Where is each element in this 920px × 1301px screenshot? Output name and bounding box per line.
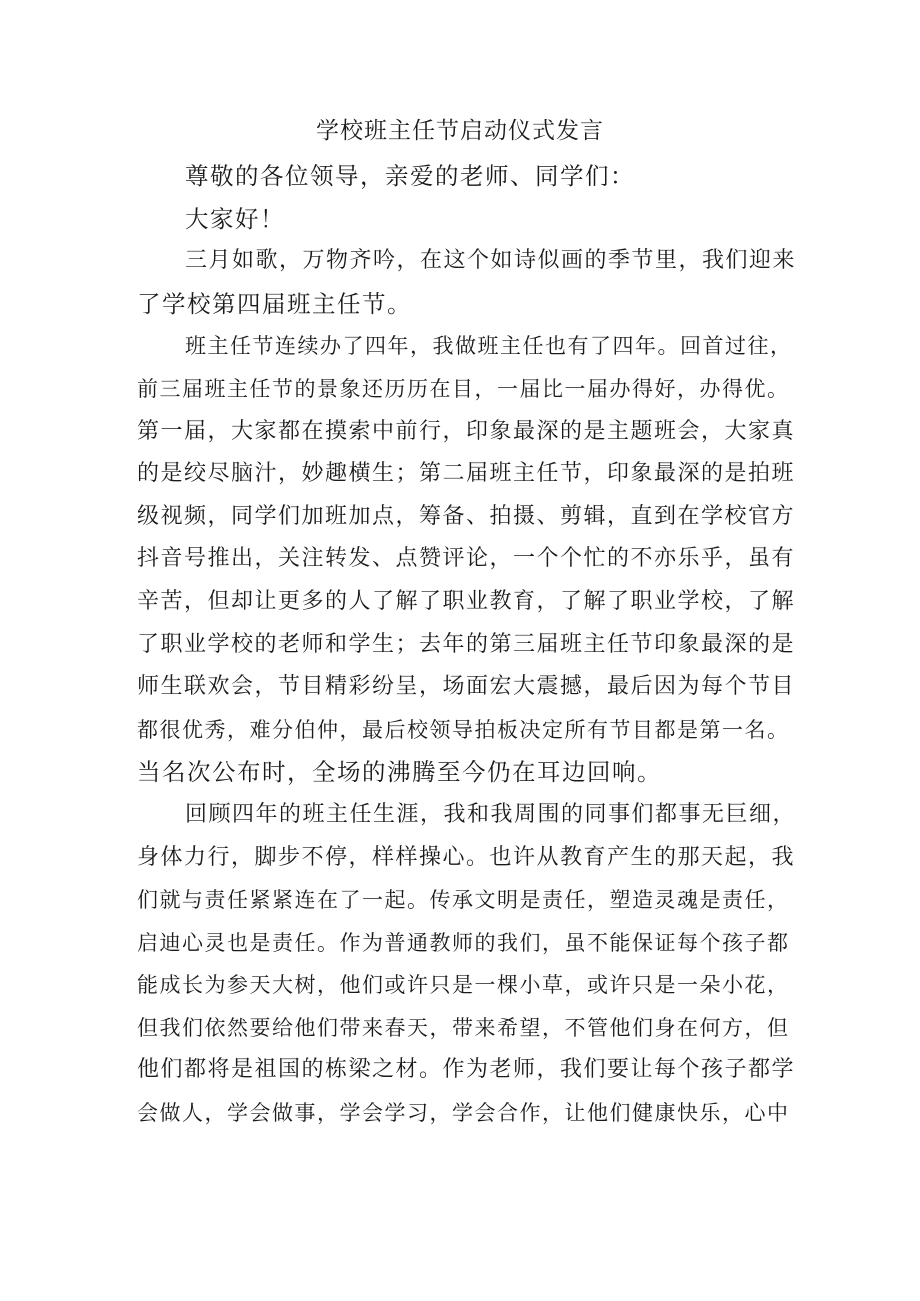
body-line: 级视频，同学们加班加点，筹备、拍摄、剪辑，直到在学校官方: [137, 503, 796, 529]
document-body: [137, 155, 797, 1135]
body-line: 当名次公布时，全场的沸腾至今仍在耳边回响。: [137, 758, 662, 787]
body-line: 了学校第四届班主任节。: [137, 289, 412, 318]
body-line: 但我们依然要给他们带来春天，带来希望，不管他们身在何方，但: [137, 1015, 790, 1040]
body-line: 第一届，大家都在摸索中前行，印象最深的是主题班会，大家真: [137, 418, 796, 444]
body-line: 的是绞尽脑汁，妙趣横生；第二届班主任节，印象最深的是拍班: [137, 461, 796, 487]
body-line: 他们都将是祖国的栋梁之材。作为老师，我们要让每个孩子都学: [137, 1057, 796, 1083]
body-line: 辛苦，但却让更多的人了解了职业教育，了解了职业学校，了解: [137, 588, 796, 614]
body-line: 尊敬的各位领导，亲爱的老师、同学们：: [185, 162, 635, 190]
body-line: 启迪心灵也是责任。作为普通教师的我们，虽不能保证每个孩子都: [137, 930, 790, 955]
body-line: 们就与责任紧紧连在了一起。传承文明是责任，塑造灵魂是责任，: [137, 888, 790, 913]
body-line: 了职业学校的老师和学生；去年的第三届班主任节印象最深的是: [137, 631, 796, 657]
body-line: 班主任节连续办了四年，我做班主任也有了四年。回首过往，: [185, 334, 793, 359]
document-title: 学校班主任节启动仪式发言: [316, 118, 604, 144]
body-line: 大家好！: [185, 204, 285, 233]
body-line: 三月如歌，万物齐吟，在这个如诗似画的季节里，我们迎来: [185, 248, 797, 274]
body-line: 前三届班主任节的景象还历历在目，一届比一届办得好，办得优。: [137, 376, 790, 401]
body-line: 会做人，学会做事，学会学习，学会合作，让他们健康快乐，心中: [137, 1101, 790, 1126]
body-line: 身体力行，脚步不停，样样操心。也许从教育产生的那天起，我: [137, 844, 796, 870]
body-line: 都很优秀，难分伯仲，最后校领导拍板决定所有节目都是第一名。: [137, 717, 790, 742]
body-line: 回顾四年的班主任生涯，我和我周围的同事们都事无巨细，: [185, 801, 797, 827]
body-line: 能成长为参天大树，他们或许只是一棵小草，或许只是一朵小花，: [137, 973, 790, 998]
body-line: 抖音号推出，关注转发、点赞评论，一个个忙的不亦乐乎，虽有: [137, 546, 796, 572]
body-line: 师生联欢会，节目精彩纷呈，场面宏大震撼，最后因为每个节目: [137, 674, 796, 700]
